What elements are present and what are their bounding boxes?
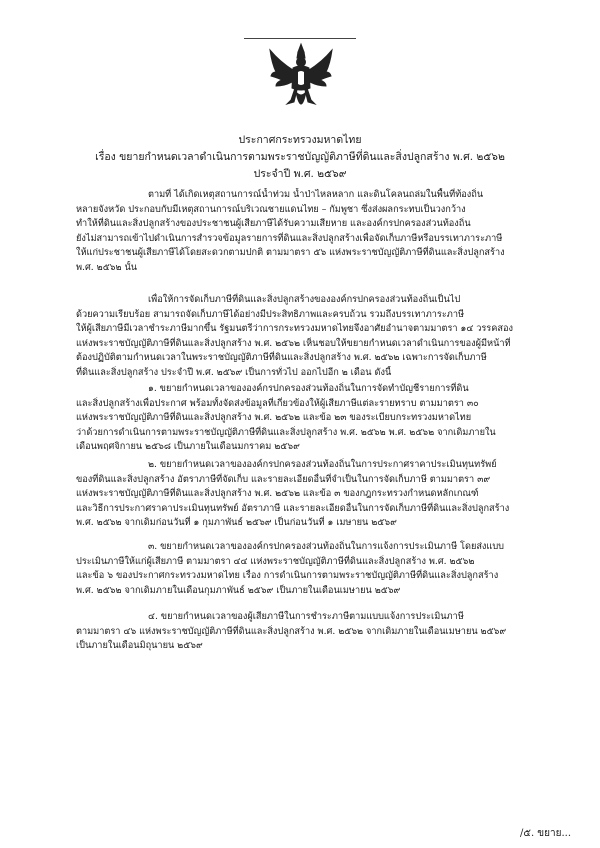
paragraph-line: แห่งพระราชบัญญัติภาษีที่ดินและสิ่งปลูกสร้าง พ.ศ. ๒๕๖๒ และข้อ ๓ ของกฎกระทรวงกำหนดหลักเกณฑ์ [76, 488, 479, 500]
header-year: ประจำปี พ.ศ. ๒๕๖๙ [253, 168, 347, 180]
paragraph-line: ประเมินภาษีให้แก่ผู้เสียภาษี ตามมาตรา ๔๔ แห่งพระราชบัญญัติภาษีที่ดินและสิ่งปลูกสร้าง พ.ศ. ๒๕๖๒ [76, 555, 475, 567]
item-2 [76, 458, 558, 531]
paragraph-line: เพื่อให้การจัดเก็บภาษีที่ดินและสิ่งปลูกสร้างขององค์กรปกครองส่วนท้องถิ่นเป็นไป [148, 294, 461, 305]
paragraph-line: แห่งพระราชบัญญัติภาษีที่ดินและสิ่งปลูกสร้าง พ.ศ. ๒๕๖๒ เห็นชอบให้ขยายกำหนดเวลาดำเนินการของผู้มีหน้าที่ [76, 337, 511, 349]
paragraph-line: และวิธีการประกาศราคาประเมินทุนทรัพย์ อัตราภาษี และรายละเอียดอื่นในการจัดเก็บภาษีที่ดินและสิ่งปลูกสร้าง [76, 502, 510, 514]
paragraph-line: แห่งพระราชบัญญัติภาษีที่ดินและสิ่งปลูกสร้าง พ.ศ. ๒๕๖๒ และข้อ ๒๓ ของระเบียบกระทรวงมหาดไทย [76, 412, 472, 424]
paragraph-line: ให้ผู้เสียภาษีมีเวลาชำระภาษีมากขึ้น รัฐมนตรีว่าการกระทรวงมหาดไทยจึงอาศัยอำนาจตามมาตรา ๑๔ วรรคสอง [76, 323, 513, 335]
paragraph-2 [76, 293, 558, 381]
header-agency: ประกาศกระทรวงมหาดไทย [238, 134, 362, 146]
item-3 [76, 540, 558, 598]
paragraph-line: และข้อ ๖ ของประกาศกระทรวงมหาดไทย เรื่อง การดำเนินการตามพระราชบัญญัติภาษีที่ดินและสิ่งปลูกสร้าง [76, 570, 499, 582]
paragraph-line: ๓. ขยายกำหนดเวลาขององค์กรปกครองส่วนท้องถิ่นในการแจ้งการประเมินภาษี โดยส่งแบบ [148, 541, 505, 552]
paragraph-line: ให้แก่ประชาชนผู้เสียภาษีได้โดยสะดวกตามปกติ ตามมาตรา ๕๖ แห่งพระราชบัญญัติภาษีที่ดินและสิ่งปลูกสร้าง [76, 247, 505, 259]
paragraph-line: ต้องปฏิบัติตามกำหนดเวลาในพระราชบัญญัติภาษีที่ดินและสิ่งปลูกสร้าง พ.ศ. ๒๕๖๒ เฉพาะการจัดเก็บภาษี [76, 352, 487, 364]
paragraph-line: ยังไม่สามารถเข้าไปดำเนินการสำรวจข้อมูลรายการที่ดินและสิ่งปลูกสร้างเพื่อจัดเก็บภาษีหรือบรรเทาภาระภาษี [76, 232, 503, 244]
item-1 [76, 382, 558, 455]
paragraph-line: ของที่ดินและสิ่งปลูกสร้าง อัตราภาษีที่จัดเก็บ และรายละเอียดอื่นที่จำเป็นในการจัดเก็บภาษี ตามมาตรา ๓๙ [76, 473, 491, 485]
paragraph-line: ทำให้ที่ดินและสิ่งปลูกสร้างของประชาชนผู้เสียภาษีได้รับความเสียหาย และองค์กรปกครองส่วนท้องถิ่น [76, 218, 471, 230]
paragraph-line: ตามมาตรา ๔๖ แห่งพระราชบัญญัติภาษีที่ดินและสิ่งปลูกสร้าง พ.ศ. ๒๕๖๒ จากเดิมภายในเดือนเมษายน ๒๕๖๙ [76, 625, 507, 637]
paragraph-line: ที่ดินและสิ่งปลูกสร้าง ประจำปี พ.ศ. ๒๕๖๙ เป็นการทั่วไป ออกไปอีก ๒ เดือน ดังนี้ [76, 366, 392, 378]
paragraph-line: และสิ่งปลูกสร้างเพื่อประกาศ พร้อมทั้งจัดส่งข้อมูลที่เกี่ยวข้องให้ผู้เสียภาษีแต่ละรายทราบ ตามมาตรา ๓๐ [76, 397, 479, 409]
header-subject: เรื่อง ขยายกำหนดเวลาดำเนินการตามพระราชบัญญัติภาษีที่ดินและสิ่งปลูกสร้าง พ.ศ. ๒๕๖๒ [95, 151, 505, 163]
paragraph-line: ๔. ขยายกำหนดเวลาของผู้เสียภาษีในการชำระภาษีตามแบบแจ้งการประเมินภาษี [148, 611, 464, 622]
paragraph-line: ว่าด้วยการดำเนินการตามพระราชบัญญัติภาษีที่ดินและสิ่งปลูกสร้าง พ.ศ. ๒๕๖๒ พ.ศ. ๒๕๖๒ จากเดิมภายใน [76, 426, 496, 438]
garuda-emblem-icon [268, 42, 334, 118]
paragraph-line: พ.ศ. ๒๕๖๒ นั้น [76, 261, 138, 273]
paragraph-1 [76, 188, 558, 276]
continuation-note: /๕. ขยาย... [520, 828, 572, 839]
paragraph-line: เป็นภายในเดือนมิถุนายน ๒๕๖๙ [76, 640, 203, 652]
paragraph-line: ตามที่ ได้เกิดเหตุสถานการณ์น้ำท่วม น้ำป่าไหลหลาก และดินโคลนถล่มในพื้นที่ท้องถิ่น [148, 189, 484, 200]
paragraph-line: พ.ศ. ๒๕๖๒ จากเดิมภายในเดือนกุมภาพันธ์ ๒๕๖๙ เป็นภายในเดือนเมษายน ๒๕๖๙ [76, 584, 401, 596]
paragraph-line: ด้วยความเรียบร้อย สามารถจัดเก็บภาษีได้อย่างมีประสิทธิภาพและครบถ้วน รวมถึงบรรเทาภาระภาษี [76, 308, 465, 320]
paragraph-line: ๑. ขยายกำหนดเวลาขององค์กรปกครองส่วนท้องถิ่นในการจัดทำบัญชีรายการที่ดิน [148, 383, 469, 394]
paragraph-line: เดือนพฤศจิกายน ๒๕๖๘ เป็นภายในเดือนมกราคม ๒๕๖๙ [76, 441, 300, 453]
item-4 [76, 610, 558, 654]
top-rule [244, 38, 356, 39]
paragraph-line: ๒. ขยายกำหนดเวลาขององค์กรปกครองส่วนท้องถิ่นในการประกาศราคาประเมินทุนทรัพย์ [148, 459, 497, 470]
paragraph-line: หลายจังหวัด ประกอบกับมีเหตุสถานการณ์บริเวณชายแดนไทย – กัมพูชา ซึ่งส่งผลกระทบเป็นวงกว้าง [76, 203, 466, 215]
paragraph-line: พ.ศ. ๒๕๖๒ จากเดิมก่อนวันที่ ๑ กุมภาพันธ์ ๒๕๖๙ เป็นก่อนวันที่ ๑ เมษายน ๒๕๖๙ [76, 517, 397, 529]
